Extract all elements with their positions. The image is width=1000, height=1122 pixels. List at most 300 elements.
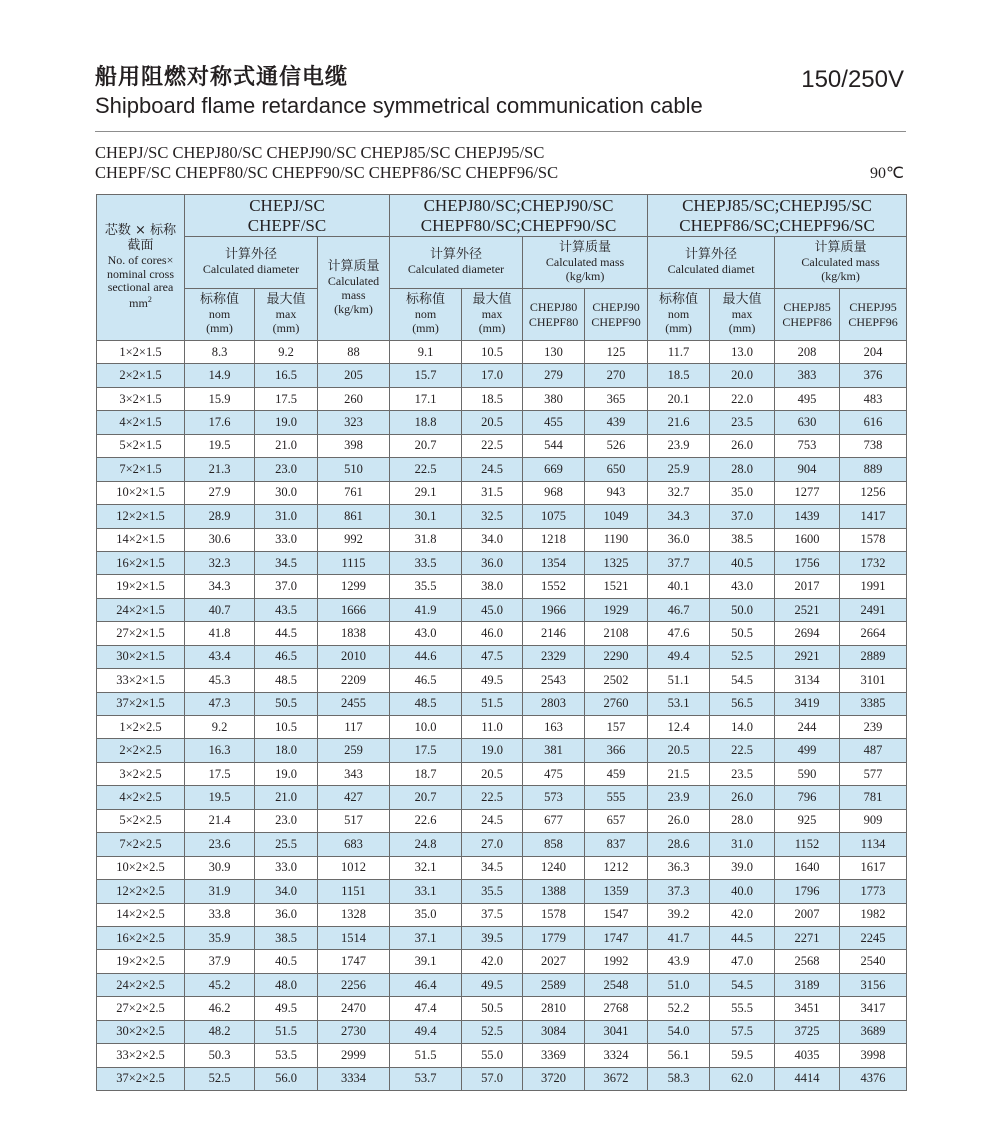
cell-g1-mass: 88 <box>318 341 390 364</box>
cell-g2-mass-a: 2146 <box>523 622 585 645</box>
cell-g3-max: 22.0 <box>710 387 775 410</box>
cell-g1-max: 40.5 <box>255 950 318 973</box>
cell-g3-mass-b: 3689 <box>840 1020 907 1043</box>
cell-g3-nom: 49.4 <box>648 645 710 668</box>
cell-g2-mass-a: 3369 <box>523 1044 585 1067</box>
table-row <box>97 1044 907 1067</box>
cell-cores: 24×2×2.5 <box>97 973 185 996</box>
model-list <box>95 143 558 183</box>
cell-g3-nom: 36.3 <box>648 856 710 879</box>
cell-cores: 16×2×1.5 <box>97 551 185 574</box>
cell-g3-mass-b: 3998 <box>840 1044 907 1067</box>
cell-g1-nom: 32.3 <box>185 551 255 574</box>
cell-g1-mass: 2209 <box>318 669 390 692</box>
g3-mass-a-2: CHEPF86 <box>782 314 832 329</box>
cell-g2-max: 17.0 <box>462 364 523 387</box>
cell-g3-mass-a: 3189 <box>775 973 840 996</box>
table-row <box>97 786 907 809</box>
table-row <box>97 645 907 668</box>
cell-g2-mass-b: 1190 <box>585 528 648 551</box>
g2-nom-unit: (mm) <box>412 320 439 335</box>
cell-g2-nom: 31.8 <box>390 528 462 551</box>
g3-mass-a-1: CHEPJ85 <box>783 299 831 314</box>
cell-g3-nom: 36.0 <box>648 528 710 551</box>
cell-g2-mass-a: 475 <box>523 762 585 785</box>
cell-g2-mass-b: 157 <box>585 716 648 739</box>
table-row <box>97 669 907 692</box>
cell-g3-nom: 21.6 <box>648 411 710 434</box>
cell-g3-max: 47.0 <box>710 950 775 973</box>
cell-g3-mass-a: 3419 <box>775 692 840 715</box>
cell-g1-max: 37.0 <box>255 575 318 598</box>
g2-calc-mass <box>523 237 648 289</box>
g2-calc-diameter <box>390 237 523 289</box>
cell-g3-max: 56.5 <box>710 692 775 715</box>
cell-g3-mass-b: 483 <box>840 387 907 410</box>
cell-g1-mass: 2256 <box>318 973 390 996</box>
cell-g2-mass-a: 1966 <box>523 598 585 621</box>
cell-g1-max: 53.5 <box>255 1044 318 1067</box>
cell-cores: 24×2×1.5 <box>97 598 185 621</box>
cell-g2-nom: 43.0 <box>390 622 462 645</box>
cores-label-en-2: nominal cross <box>107 266 174 281</box>
title-english: Shipboard flame retardance symmetrical communication cable <box>95 93 703 118</box>
group-2-line-1: CHEPJ80/SC;CHEPJ90/SC <box>423 195 614 215</box>
cell-g2-max: 10.5 <box>462 341 523 364</box>
cell-g3-mass-b: 1617 <box>840 856 907 879</box>
cell-g1-nom: 19.5 <box>185 434 255 457</box>
g3-diam-en: Calculated diamet <box>667 262 755 277</box>
g1-mass-en-b: mass <box>341 288 366 303</box>
table-row <box>97 364 907 387</box>
cell-g2-nom: 51.5 <box>390 1044 462 1067</box>
cell-g2-nom: 35.0 <box>390 903 462 926</box>
cell-g2-max: 52.5 <box>462 1020 523 1043</box>
cell-g3-nom: 47.6 <box>648 622 710 645</box>
cell-g2-max: 20.5 <box>462 762 523 785</box>
cell-g2-max: 45.0 <box>462 598 523 621</box>
cell-g2-mass-a: 2543 <box>523 669 585 692</box>
cell-g2-nom: 20.7 <box>390 434 462 457</box>
cell-g2-mass-a: 1218 <box>523 528 585 551</box>
g3-mass-b <box>840 289 907 341</box>
model-list-line-1: CHEPJ/SC CHEPJ80/SC CHEPJ90/SC CHEPJ85/SC CHEPJ95/SC <box>95 143 545 162</box>
group-1-line-2: CHEPF/SC <box>247 215 327 235</box>
cell-g3-mass-a: 3451 <box>775 997 840 1020</box>
cell-g1-mass: 1151 <box>318 880 390 903</box>
cell-g1-max: 34.5 <box>255 551 318 574</box>
title-chinese: 船用阻燃对称式通信电缆 <box>95 65 349 90</box>
cell-g3-max: 44.5 <box>710 926 775 949</box>
cell-g3-max: 28.0 <box>710 809 775 832</box>
cell-g3-mass-b: 4376 <box>840 1067 907 1090</box>
g2-mass-unit: (kg/km) <box>565 268 605 283</box>
cell-g3-max: 50.0 <box>710 598 775 621</box>
cell-g2-mass-a: 1240 <box>523 856 585 879</box>
table-row <box>97 716 907 739</box>
cell-g3-mass-b: 1256 <box>840 481 907 504</box>
cell-cores: 14×2×1.5 <box>97 528 185 551</box>
cell-cores: 7×2×2.5 <box>97 833 185 856</box>
cell-g2-nom: 48.5 <box>390 692 462 715</box>
cell-cores: 33×2×1.5 <box>97 669 185 692</box>
cell-g3-nom: 43.9 <box>648 950 710 973</box>
cell-g3-nom: 11.7 <box>648 341 710 364</box>
cell-cores: 27×2×2.5 <box>97 997 185 1020</box>
cores-label-cn-1: 芯数 × 标称 <box>104 222 177 238</box>
cell-cores: 16×2×2.5 <box>97 926 185 949</box>
cell-g3-mass-b: 3417 <box>840 997 907 1020</box>
cell-g2-nom: 47.4 <box>390 997 462 1020</box>
cell-g3-mass-a: 3725 <box>775 1020 840 1043</box>
table-row <box>97 692 907 715</box>
cell-g2-mass-b: 943 <box>585 481 648 504</box>
cell-g3-max: 23.5 <box>710 411 775 434</box>
g2-mass-a-2: CHEPF80 <box>528 314 579 329</box>
cell-g3-max: 22.5 <box>710 739 775 762</box>
cell-g3-max: 57.5 <box>710 1020 775 1043</box>
cell-g2-mass-b: 1325 <box>585 551 648 574</box>
cell-cores: 30×2×1.5 <box>97 645 185 668</box>
cell-cores: 14×2×2.5 <box>97 903 185 926</box>
cell-g1-max: 9.2 <box>255 341 318 364</box>
cell-g1-mass: 2730 <box>318 1020 390 1043</box>
cell-g3-nom: 40.1 <box>648 575 710 598</box>
table-row <box>97 997 907 1020</box>
cell-g2-max: 22.5 <box>462 786 523 809</box>
cell-g3-max: 37.0 <box>710 505 775 528</box>
cell-g3-nom: 25.9 <box>648 458 710 481</box>
cell-g3-mass-a: 1439 <box>775 505 840 528</box>
cell-g3-nom: 41.7 <box>648 926 710 949</box>
table-row <box>97 880 907 903</box>
cell-g1-max: 36.0 <box>255 903 318 926</box>
g1-nom-cn: 标称值 <box>199 292 239 308</box>
cell-g1-mass: 2010 <box>318 645 390 668</box>
cell-g1-max: 25.5 <box>255 833 318 856</box>
cell-cores: 5×2×1.5 <box>97 434 185 457</box>
voltage-rating: 150/250V <box>801 66 904 93</box>
cell-g3-mass-a: 2921 <box>775 645 840 668</box>
g3-diam-cn: 计算外径 <box>685 247 738 263</box>
cell-g1-max: 18.0 <box>255 739 318 762</box>
cell-g2-mass-a: 968 <box>523 481 585 504</box>
table-row <box>97 551 907 574</box>
cell-g2-nom: 10.0 <box>390 716 462 739</box>
cell-g3-max: 23.5 <box>710 762 775 785</box>
cell-g2-max: 49.5 <box>462 669 523 692</box>
g1-calc-diameter <box>185 237 318 289</box>
g1-max-unit: (mm) <box>272 320 300 335</box>
cell-g3-mass-a: 2271 <box>775 926 840 949</box>
cell-g3-mass-b: 2664 <box>840 622 907 645</box>
cell-g3-max: 26.0 <box>710 786 775 809</box>
g3-mass-unit: (kg/km) <box>821 268 860 283</box>
cell-cores: 12×2×2.5 <box>97 880 185 903</box>
cell-g2-max: 47.5 <box>462 645 523 668</box>
cell-g2-max: 35.5 <box>462 880 523 903</box>
cell-g2-max: 32.5 <box>462 505 523 528</box>
cell-g1-mass: 683 <box>318 833 390 856</box>
cell-g1-max: 46.5 <box>255 645 318 668</box>
cell-g2-nom: 33.5 <box>390 551 462 574</box>
header-group-2 <box>390 195 648 237</box>
cell-g3-mass-b: 2540 <box>840 950 907 973</box>
cell-g3-mass-b: 616 <box>840 411 907 434</box>
cores-label-cn-2: 截面 <box>127 237 154 253</box>
cell-g1-max: 33.0 <box>255 856 318 879</box>
cell-g2-max: 49.5 <box>462 973 523 996</box>
cell-cores: 10×2×2.5 <box>97 856 185 879</box>
cell-g3-mass-b: 487 <box>840 739 907 762</box>
cell-g3-mass-a: 590 <box>775 762 840 785</box>
table-row <box>97 856 907 879</box>
cell-g2-mass-a: 3084 <box>523 1020 585 1043</box>
cell-g3-nom: 51.0 <box>648 973 710 996</box>
cell-g1-mass: 343 <box>318 762 390 785</box>
cell-cores: 2×2×1.5 <box>97 364 185 387</box>
group-3-line-2: CHEPF86/SC;CHEPF96/SC <box>679 215 875 235</box>
table-body <box>97 341 907 1091</box>
cell-g2-mass-a: 380 <box>523 387 585 410</box>
cell-g3-mass-b: 1134 <box>840 833 907 856</box>
cell-g1-mass: 1012 <box>318 856 390 879</box>
cell-g2-nom: 33.1 <box>390 880 462 903</box>
table-row <box>97 458 907 481</box>
cell-g3-nom: 21.5 <box>648 762 710 785</box>
cell-g3-mass-b: 3156 <box>840 973 907 996</box>
g1-diam-en: Calculated diameter <box>202 262 300 277</box>
cell-g1-nom: 31.9 <box>185 880 255 903</box>
g3-max-en: max <box>731 307 753 322</box>
cell-g3-mass-b: 781 <box>840 786 907 809</box>
table-row <box>97 833 907 856</box>
g2-nom-cn: 标称值 <box>406 292 446 308</box>
cell-g2-mass-b: 2502 <box>585 669 648 692</box>
cell-g1-mass: 260 <box>318 387 390 410</box>
cell-g3-mass-b: 239 <box>840 716 907 739</box>
cell-g1-mass: 398 <box>318 434 390 457</box>
table-row <box>97 809 907 832</box>
cell-g1-nom: 50.3 <box>185 1044 255 1067</box>
cell-g1-mass: 323 <box>318 411 390 434</box>
cell-g1-nom: 14.9 <box>185 364 255 387</box>
cell-g3-mass-a: 1277 <box>775 481 840 504</box>
cell-g2-nom: 53.7 <box>390 1067 462 1090</box>
cell-g3-mass-a: 3134 <box>775 669 840 692</box>
cell-g1-nom: 37.9 <box>185 950 255 973</box>
cell-g1-nom: 40.7 <box>185 598 255 621</box>
cell-g2-mass-a: 1578 <box>523 903 585 926</box>
cell-g2-nom: 32.1 <box>390 856 462 879</box>
g2-mass-cn: 计算质量 <box>559 240 612 256</box>
cell-g3-nom: 52.2 <box>648 997 710 1020</box>
g3-max-cn: 最大值 <box>722 292 762 308</box>
cell-g2-nom: 37.1 <box>390 926 462 949</box>
cell-cores: 19×2×1.5 <box>97 575 185 598</box>
g3-mass-b-2: CHEPF96 <box>848 314 898 329</box>
cell-g1-nom: 34.3 <box>185 575 255 598</box>
cell-g3-nom: 54.0 <box>648 1020 710 1043</box>
cell-g1-max: 21.0 <box>255 434 318 457</box>
cell-g1-nom: 15.9 <box>185 387 255 410</box>
cell-cores: 37×2×1.5 <box>97 692 185 715</box>
g3-max-unit: (mm) <box>728 320 756 335</box>
cell-g3-mass-a: 1796 <box>775 880 840 903</box>
cell-g2-nom: 41.9 <box>390 598 462 621</box>
cell-g3-mass-a: 904 <box>775 458 840 481</box>
cell-g2-nom: 15.7 <box>390 364 462 387</box>
cell-g2-mass-b: 459 <box>585 762 648 785</box>
cell-g1-mass: 517 <box>318 809 390 832</box>
cell-g3-mass-a: 208 <box>775 341 840 364</box>
cell-g2-nom: 17.5 <box>390 739 462 762</box>
cell-g2-mass-a: 1779 <box>523 926 585 949</box>
cell-g2-mass-a: 1354 <box>523 551 585 574</box>
cell-g2-max: 57.0 <box>462 1067 523 1090</box>
cell-g3-max: 39.0 <box>710 856 775 879</box>
cell-g2-nom: 30.1 <box>390 505 462 528</box>
cell-g2-mass-a: 544 <box>523 434 585 457</box>
g1-mass-en-a: Calculated <box>327 274 380 289</box>
cores-unit-base: mm <box>129 296 148 311</box>
g1-mass-unit: (kg/km) <box>334 301 373 316</box>
cell-g3-mass-b: 1732 <box>840 551 907 574</box>
cell-g2-mass-b: 526 <box>585 434 648 457</box>
cell-g2-nom: 49.4 <box>390 1020 462 1043</box>
cell-g2-mass-b: 2760 <box>585 692 648 715</box>
header-cores-section <box>97 195 185 341</box>
g2-nom <box>390 289 462 341</box>
cell-g2-mass-a: 130 <box>523 341 585 364</box>
cell-g3-mass-a: 925 <box>775 809 840 832</box>
cell-g1-nom: 19.5 <box>185 786 255 809</box>
cell-g1-mass: 1299 <box>318 575 390 598</box>
g3-mass-a <box>775 289 840 341</box>
cell-g2-nom: 22.6 <box>390 809 462 832</box>
cell-cores: 30×2×2.5 <box>97 1020 185 1043</box>
spec-table <box>96 194 907 1091</box>
g3-calc-mass <box>775 237 907 289</box>
cell-g3-nom: 53.1 <box>648 692 710 715</box>
cell-g3-mass-a: 2007 <box>775 903 840 926</box>
cell-g2-max: 19.0 <box>462 739 523 762</box>
cell-g1-nom: 27.9 <box>185 481 255 504</box>
cell-g2-mass-b: 1212 <box>585 856 648 879</box>
cell-g2-mass-a: 669 <box>523 458 585 481</box>
cell-g3-max: 50.5 <box>710 622 775 645</box>
cell-g1-nom: 45.2 <box>185 973 255 996</box>
cell-g1-max: 19.0 <box>255 411 318 434</box>
table-row <box>97 1020 907 1043</box>
g1-nom-en: nom <box>208 307 231 322</box>
cell-g1-nom: 43.4 <box>185 645 255 668</box>
cell-g3-nom: 56.1 <box>648 1044 710 1067</box>
cell-g1-nom: 47.3 <box>185 692 255 715</box>
g3-mass-cn: 计算质量 <box>814 240 867 256</box>
table-row <box>97 739 907 762</box>
cell-g3-max: 40.0 <box>710 880 775 903</box>
cell-g3-mass-a: 2017 <box>775 575 840 598</box>
cell-g2-mass-a: 279 <box>523 364 585 387</box>
cell-g3-mass-a: 2521 <box>775 598 840 621</box>
g3-mass-en: Calculated mass <box>801 255 880 270</box>
cell-g3-mass-a: 499 <box>775 739 840 762</box>
cell-g2-mass-a: 455 <box>523 411 585 434</box>
g2-mass-b-2: CHEPF90 <box>591 314 641 329</box>
cell-g1-mass: 117 <box>318 716 390 739</box>
g2-mass-b-1: CHEPJ90 <box>592 299 640 314</box>
cell-g1-nom: 33.8 <box>185 903 255 926</box>
cell-g2-mass-b: 3324 <box>585 1044 648 1067</box>
cell-cores: 10×2×1.5 <box>97 481 185 504</box>
cell-g2-mass-b: 650 <box>585 458 648 481</box>
cell-g1-max: 51.5 <box>255 1020 318 1043</box>
cell-g3-nom: 46.7 <box>648 598 710 621</box>
cell-g1-nom: 30.9 <box>185 856 255 879</box>
cell-g3-max: 43.0 <box>710 575 775 598</box>
g1-max-en: max <box>275 307 297 322</box>
table-row <box>97 387 907 410</box>
cell-g3-nom: 28.6 <box>648 833 710 856</box>
cell-g3-mass-a: 495 <box>775 387 840 410</box>
cell-g3-nom: 12.4 <box>648 716 710 739</box>
cell-g3-max: 13.0 <box>710 341 775 364</box>
cell-g2-max: 20.5 <box>462 411 523 434</box>
cell-g3-max: 38.5 <box>710 528 775 551</box>
cell-g1-nom: 46.2 <box>185 997 255 1020</box>
header-group-3 <box>648 195 907 237</box>
table-row <box>97 505 907 528</box>
cell-g1-max: 38.5 <box>255 926 318 949</box>
g3-nom-cn: 标称值 <box>659 292 699 308</box>
g2-mass-a-1: CHEPJ80 <box>529 299 578 314</box>
cell-g2-max: 51.5 <box>462 692 523 715</box>
group-3-line-1: CHEPJ85/SC;CHEPJ95/SC <box>682 195 872 215</box>
cell-g3-max: 20.0 <box>710 364 775 387</box>
cell-g3-nom: 20.5 <box>648 739 710 762</box>
cell-g1-mass: 761 <box>318 481 390 504</box>
cell-g3-mass-b: 577 <box>840 762 907 785</box>
cell-g3-mass-b: 1982 <box>840 903 907 926</box>
table-row <box>97 903 907 926</box>
g1-mass-cn: 计算质量 <box>327 259 380 275</box>
cell-g3-nom: 37.7 <box>648 551 710 574</box>
cell-g2-mass-b: 837 <box>585 833 648 856</box>
g2-mass-a <box>523 289 585 341</box>
cell-g3-nom: 23.9 <box>648 786 710 809</box>
cell-g2-mass-b: 439 <box>585 411 648 434</box>
cell-g1-max: 33.0 <box>255 528 318 551</box>
cell-g1-nom: 35.9 <box>185 926 255 949</box>
table-row <box>97 575 907 598</box>
cell-g3-nom: 32.7 <box>648 481 710 504</box>
cell-g3-nom: 18.5 <box>648 364 710 387</box>
g3-max <box>710 289 775 341</box>
cell-g2-mass-b: 1359 <box>585 880 648 903</box>
cell-g1-max: 31.0 <box>255 505 318 528</box>
cell-g1-max: 48.0 <box>255 973 318 996</box>
cell-g2-max: 37.5 <box>462 903 523 926</box>
cell-g3-mass-a: 383 <box>775 364 840 387</box>
cell-g3-mass-a: 4035 <box>775 1044 840 1067</box>
cell-g3-max: 55.5 <box>710 997 775 1020</box>
cell-g2-mass-a: 2803 <box>523 692 585 715</box>
table-row <box>97 341 907 364</box>
cell-g2-mass-a: 2589 <box>523 973 585 996</box>
cell-g1-max: 16.5 <box>255 364 318 387</box>
cell-g1-nom: 17.5 <box>185 762 255 785</box>
